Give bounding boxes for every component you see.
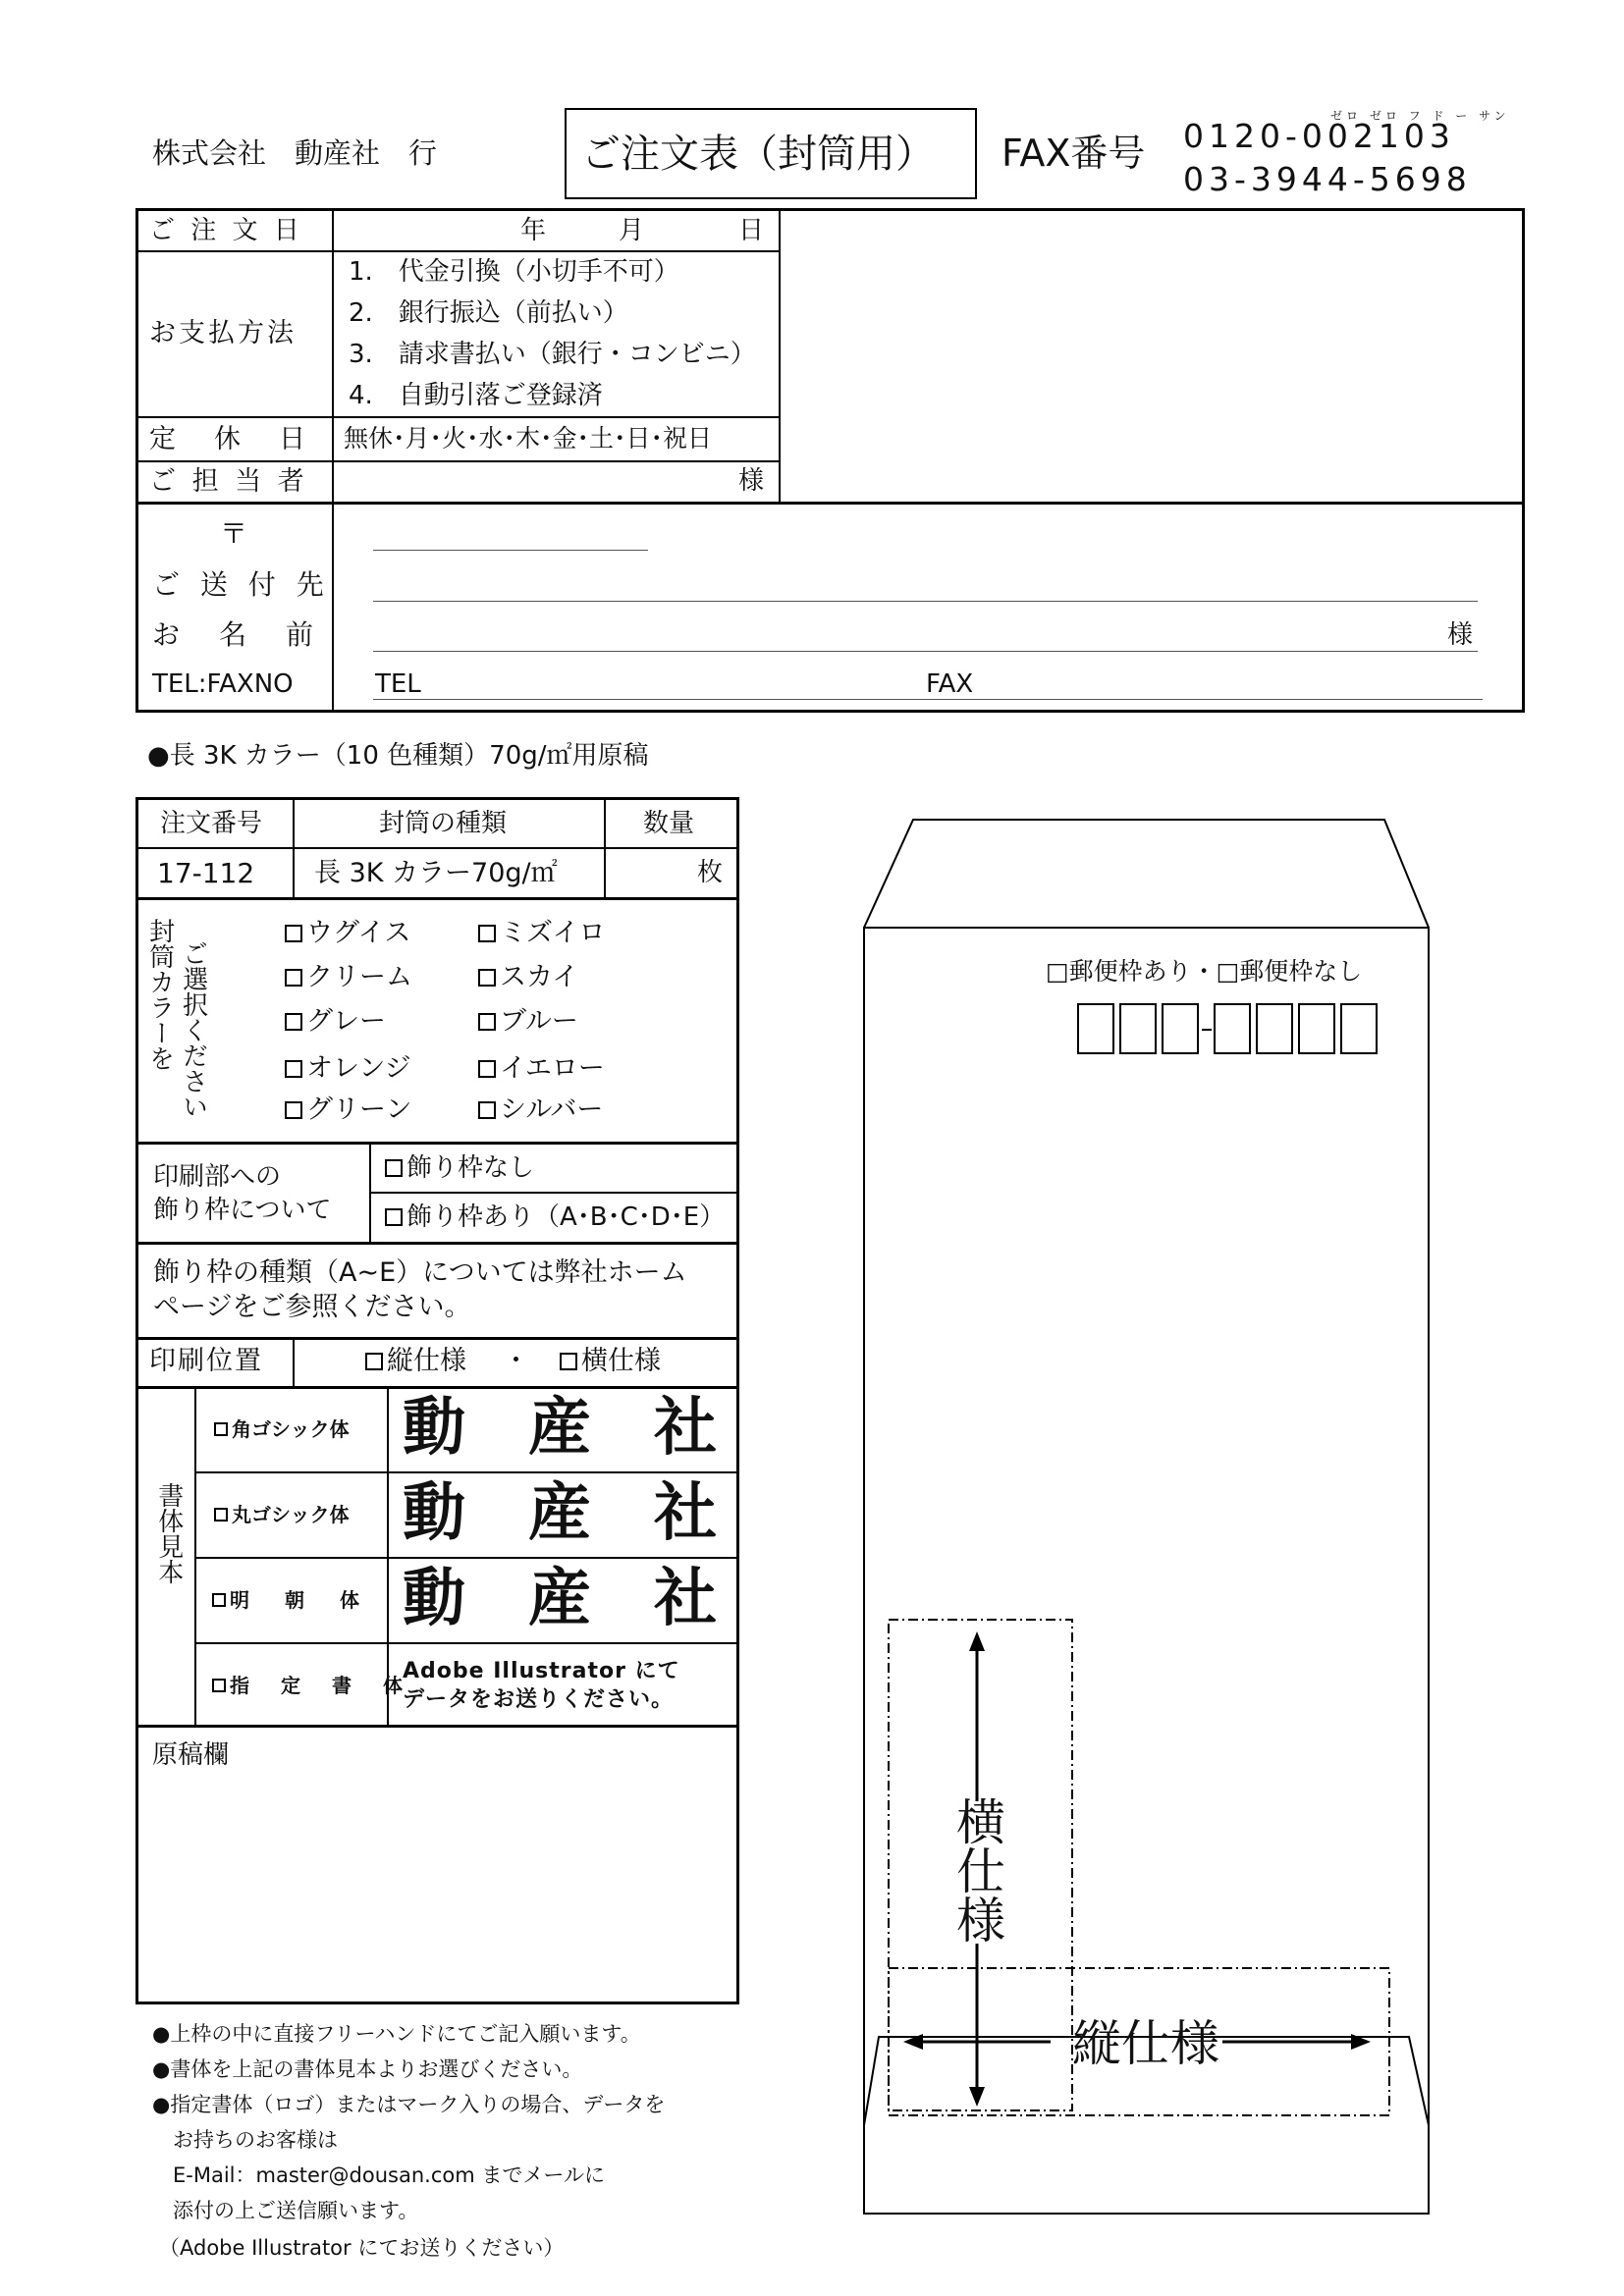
checkbox-icon[interactable] (385, 1159, 403, 1177)
font-sample-label: 書体見本 (153, 1482, 184, 1584)
checkbox-icon[interactable] (285, 1060, 302, 1078)
checkbox-icon[interactable] (478, 1101, 496, 1119)
font-maru-gothic-option[interactable]: 丸ゴシック体 (214, 1505, 350, 1524)
date-month: 月 (619, 216, 645, 245)
zip-box-3[interactable] (1162, 1003, 1199, 1054)
zip-box-5[interactable] (1256, 1003, 1293, 1054)
note-5: E-Mail：master@dousan.com までメールに (173, 2163, 605, 2187)
checkbox-icon[interactable] (214, 1422, 228, 1436)
checkbox-icon[interactable] (212, 1679, 226, 1692)
checkbox-icon[interactable] (214, 1508, 228, 1522)
color-label-2: ご選択ください (178, 940, 208, 1119)
frame-none-option[interactable]: 飾り枠なし (385, 1155, 534, 1181)
font-sample-kaku-gothic: 動 産 社 (403, 1392, 717, 1465)
horizontal-spec-label: 横仕様 (948, 1796, 1005, 1944)
font-sample-maru-gothic: 動 産 社 (403, 1477, 717, 1550)
order-date-label: ご 注 文 日 (149, 216, 303, 245)
color-option-mizuiro[interactable]: ミズイロ (478, 920, 605, 946)
postal-mark: 〒 (220, 517, 248, 550)
color-label-1: 封筒カラーを (144, 918, 175, 1071)
color-option-sky[interactable]: スカイ (478, 964, 578, 990)
note-6: 添付の上ご送信願います。 (173, 2199, 419, 2222)
fax-field-label: FAX (926, 669, 974, 699)
zip-box-7[interactable] (1340, 1003, 1378, 1054)
payment-option-2: 2. 銀行振込（前払い） (349, 298, 628, 328)
checkbox-icon[interactable] (385, 1208, 403, 1226)
tel-fax-label: TEL:FAXNO (152, 669, 294, 699)
fax-ruby: ゼロ ゼロ フ ド ー サン (1330, 109, 1510, 123)
checkbox-icon[interactable] (478, 969, 496, 987)
checkbox-icon[interactable] (560, 1353, 577, 1370)
contact-sama: 様 (738, 466, 765, 496)
color-option-silver[interactable]: シルバー (478, 1096, 603, 1123)
frame-note-2: ページをご参照ください。 (153, 1292, 471, 1322)
order-no-value: 17-112 (157, 857, 255, 889)
checkbox-icon[interactable] (285, 925, 302, 942)
date-year: 年 (520, 216, 547, 245)
fax-number-2: 03-3944-5698 (1183, 160, 1472, 198)
font-mincho-option[interactable]: 明 朝 体 (212, 1590, 367, 1610)
position-separator: ・ (503, 1346, 529, 1376)
manuscript-label: 原稿欄 (152, 1740, 230, 1770)
payment-option-3: 3. 請求書払い（銀行・コンビニ） (349, 340, 756, 369)
product-note: ●長 3K カラー（10 色種類）70g/㎡用原稿 (147, 741, 649, 771)
zip-box-2[interactable] (1119, 1003, 1157, 1054)
checkbox-icon[interactable] (212, 1593, 226, 1607)
tel-field-label: TEL (375, 669, 421, 699)
recipient: 株式会社 動産社 行 (152, 136, 438, 170)
fax-number-1: 0120-002103 (1183, 117, 1455, 155)
col-type: 封筒の種類 (379, 809, 508, 838)
name-line[interactable] (373, 651, 1478, 652)
color-option-gray[interactable]: グレー (285, 1008, 386, 1035)
payment-option-4: 4. 自動引落ご登録済 (349, 381, 603, 410)
color-option-uguisu[interactable]: ウグイス (285, 920, 410, 946)
qty-unit: 枚 (697, 858, 724, 887)
manuscript-area[interactable] (139, 1777, 736, 2001)
color-option-blue[interactable]: ブルー (478, 1008, 578, 1035)
postal-frame-options[interactable]: □郵便枠あり・□郵便枠なし (1046, 957, 1363, 986)
color-option-yellow[interactable]: イエロー (478, 1055, 605, 1082)
font-kaku-gothic-option[interactable]: 角ゴシック体 (214, 1419, 350, 1439)
checkbox-icon[interactable] (478, 925, 496, 942)
font-sample-mincho: 動 産 社 (403, 1562, 717, 1635)
vertical-spec-label: 縦仕様 (1072, 2015, 1219, 2072)
note-3: ●指定書体（ロゴ）またはマーク入りの場合、データを (152, 2093, 666, 2116)
zip-separator (1202, 1029, 1212, 1031)
note-1: ●上枠の中に直接フリーハンドにてご記入願います。 (152, 2022, 641, 2046)
color-option-cream[interactable]: クリーム (285, 964, 412, 990)
holiday-options: 無休･月･火･水･木･金･土･日･祝日 (344, 424, 713, 453)
color-option-green[interactable]: グリーン (285, 1096, 411, 1123)
ship-to-label: ご 送 付 先 (152, 568, 330, 601)
zip-box-4[interactable] (1214, 1003, 1251, 1054)
postal-code-line[interactable] (373, 550, 648, 551)
frame-label-1: 印刷部への (153, 1162, 282, 1192)
zip-box-6[interactable] (1298, 1003, 1335, 1054)
frame-with-option[interactable]: 飾り枠あり（A･B･C･D･E） (385, 1204, 725, 1230)
note-7: （Adobe Illustrator にてお送りください） (159, 2236, 565, 2260)
frame-label-2: 飾り枠について (153, 1196, 332, 1225)
position-label: 印刷位置 (149, 1346, 263, 1376)
position-vertical-option[interactable]: 縦仕様 (365, 1348, 466, 1374)
note-4: お持ちのお客様は (173, 2128, 338, 2152)
type-value: 長 3K カラー70g/㎡ (314, 858, 558, 888)
tel-fax-line[interactable] (373, 699, 1483, 700)
frame-note-1: 飾り枠の種類（A~E）については弊社ホーム (153, 1257, 687, 1288)
payment-label: お支払方法 (149, 318, 297, 348)
holiday-label: 定 休 日 (149, 424, 311, 454)
custom-font-note-1: Adobe Illustrator にて (403, 1659, 680, 1683)
custom-font-note-2: データをお送りください。 (403, 1687, 675, 1712)
color-option-orange[interactable]: オレンジ (285, 1055, 411, 1082)
fax-label: FAX番号 (1001, 132, 1146, 175)
position-horizontal-option[interactable]: 横仕様 (560, 1348, 661, 1374)
col-qty: 数量 (643, 809, 695, 838)
checkbox-icon[interactable] (365, 1353, 383, 1370)
font-custom-option[interactable]: 指 定 書 体 (212, 1676, 408, 1695)
col-order-no: 注文番号 (160, 809, 263, 838)
name-sama: 様 (1447, 620, 1474, 650)
contact-label: ご 担 当 者 (149, 466, 308, 497)
checkbox-icon[interactable] (478, 1013, 496, 1031)
checkbox-icon[interactable] (285, 1013, 302, 1031)
payment-option-1: 1. 代金引換（小切手不可） (349, 257, 679, 287)
checkbox-icon[interactable] (478, 1060, 496, 1078)
date-day: 日 (738, 216, 765, 245)
checkbox-icon[interactable] (285, 969, 302, 987)
checkbox-icon[interactable] (285, 1101, 302, 1119)
note-2: ●書体を上記の書体見本よりお選びください。 (152, 2057, 583, 2081)
zip-box-1[interactable] (1077, 1003, 1114, 1054)
name-label: お 名 前 (152, 618, 320, 651)
address-line[interactable] (373, 601, 1478, 602)
form-title: ご注文表（封筒用） (581, 132, 935, 177)
